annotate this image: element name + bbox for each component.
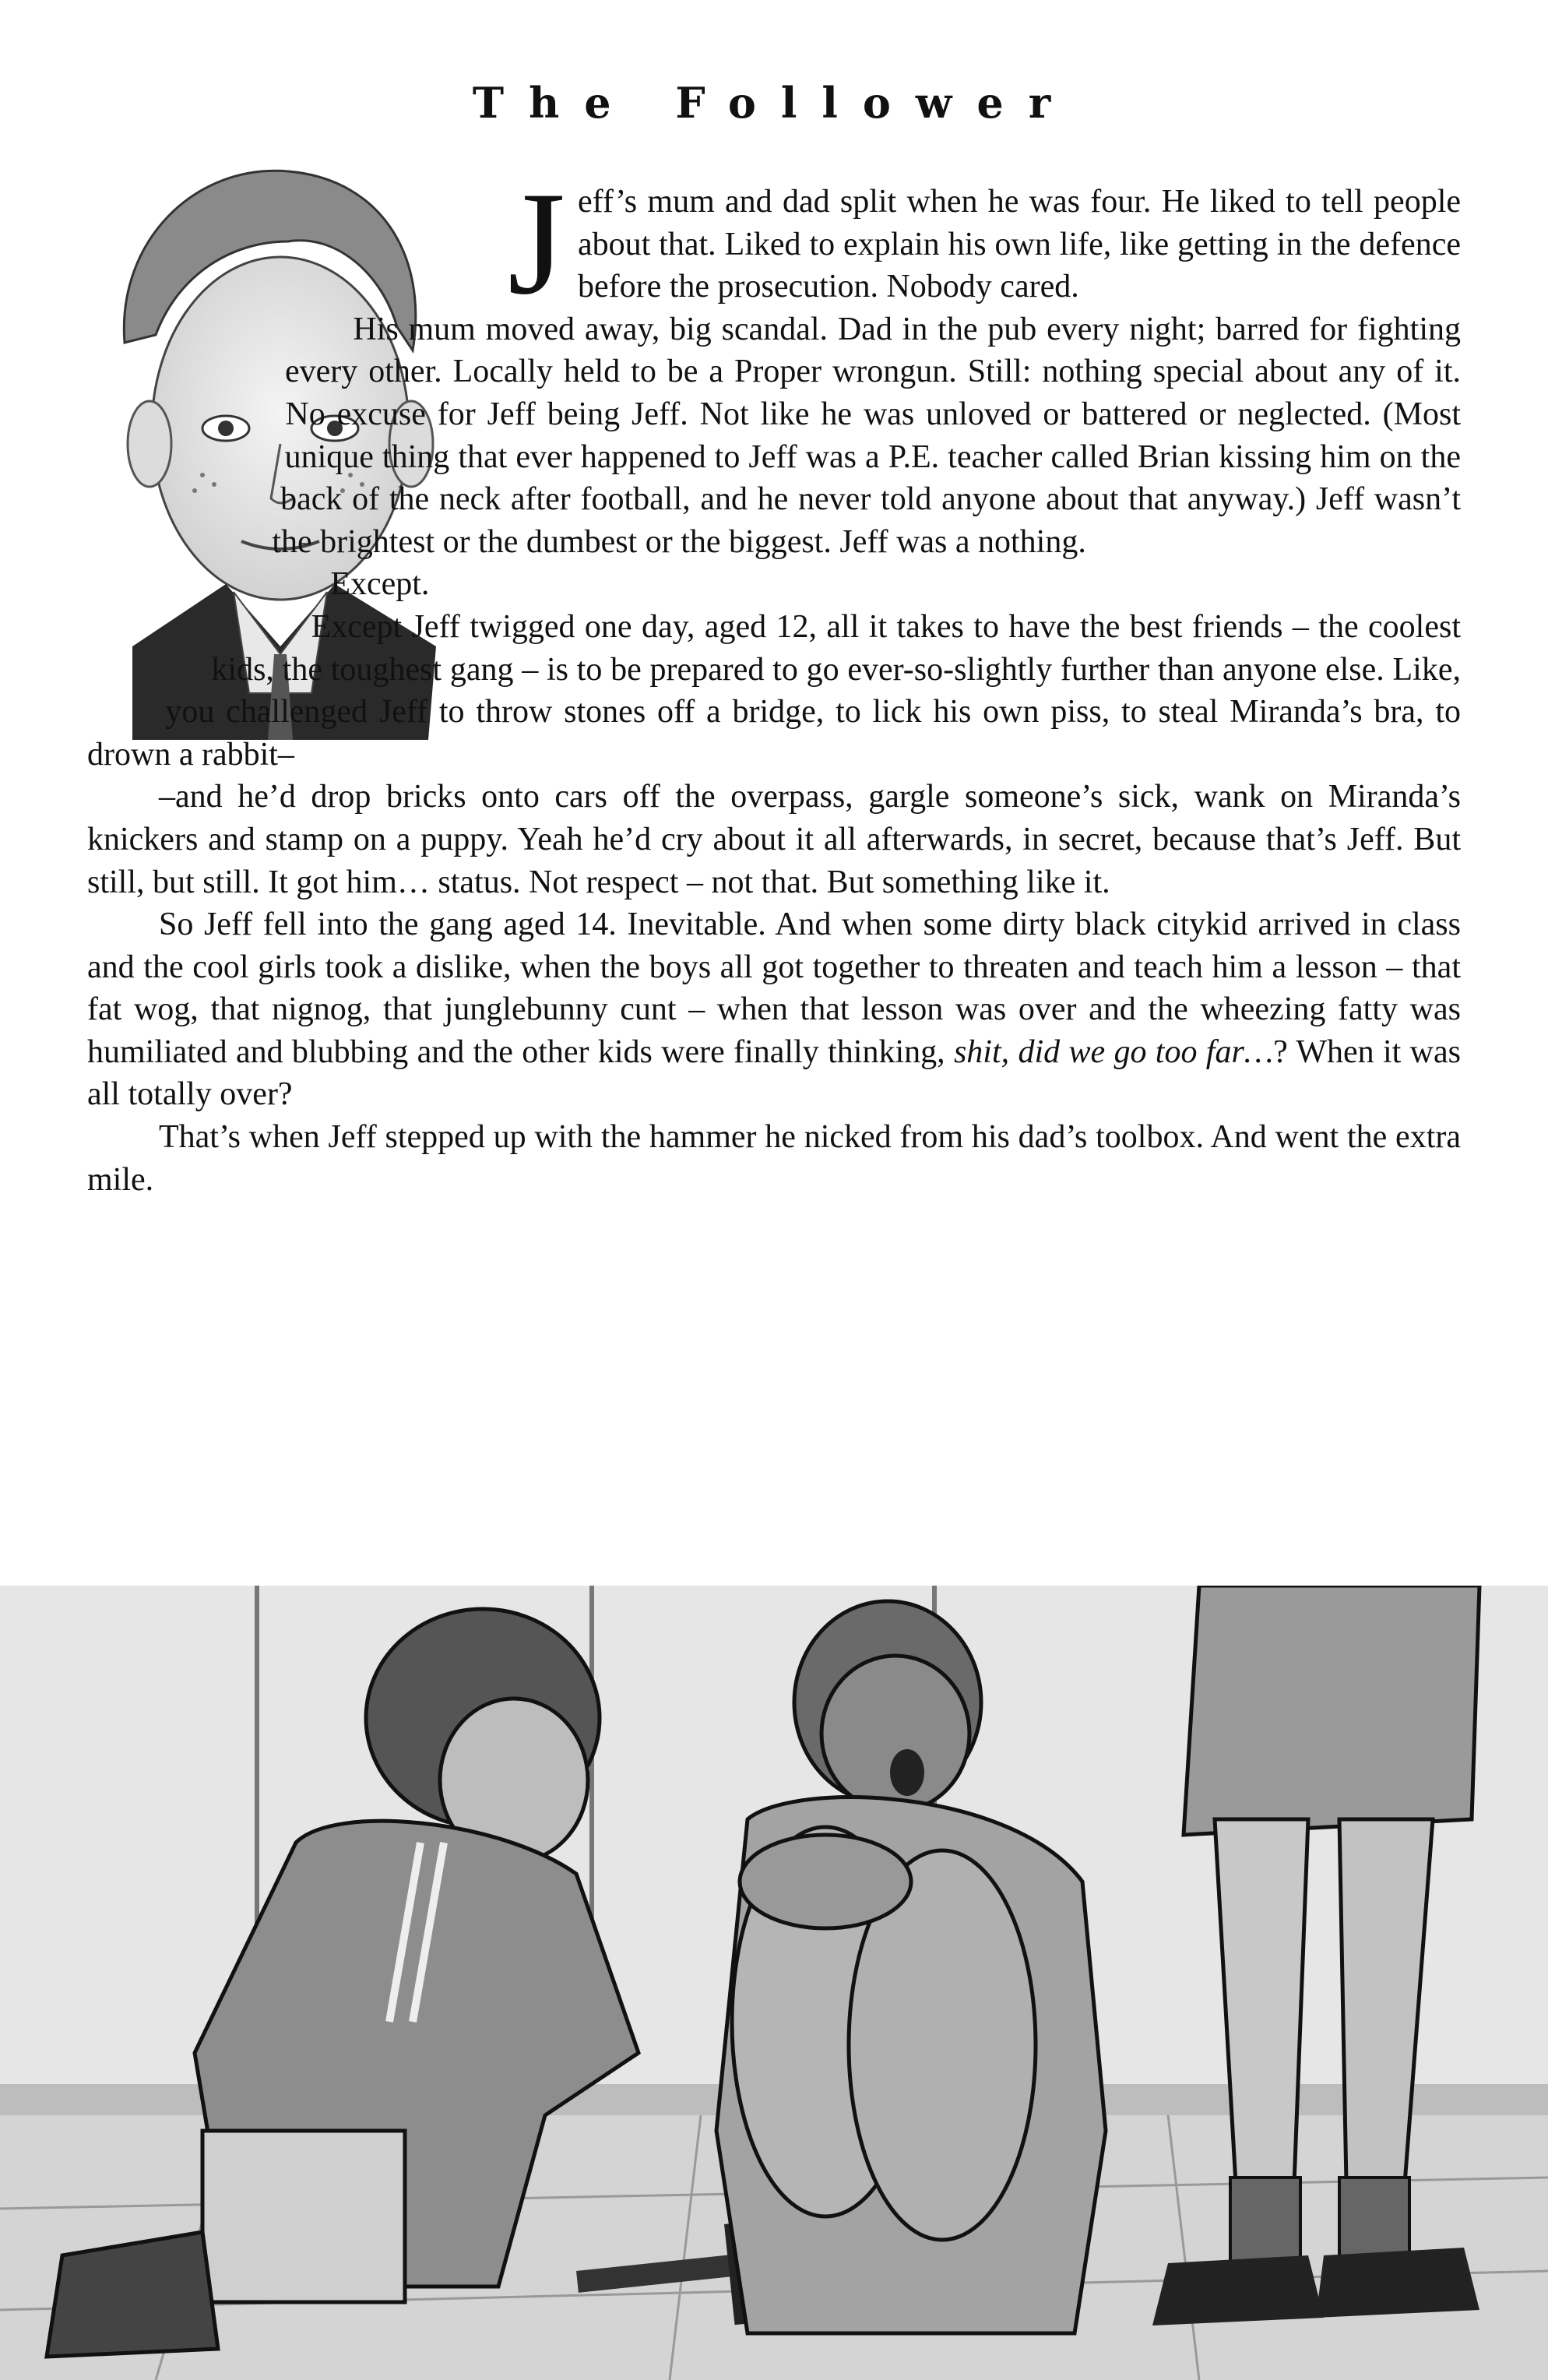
locker-room-illustration — [0, 1586, 1548, 2380]
paragraph-6-text-after: ? When it was all totally over? — [87, 1033, 1461, 1113]
paragraph-2: His mum moved away, big scandal. Dad in the pub every night; barred for fighting every other. Locally held to be a Proper wrongun. Still: nothing special about any of it. No excuse for Jeff being Jeff. Not like he was unloved or battered or neglected. (Most unique thing that ever happened to Jeff was a P.E. teacher called Brian kissing him on the back of the neck after football, and he never told anyone about that anyway.) Jeff wasn’t the brightest or the dumbest or the biggest. Jeff was a nothing. — [272, 311, 1461, 560]
paragraph-6-text-before: So Jeff fell into the gang aged 14. Inevitable. And when some dirty black citykid arrived in class and the cool girls took a dislike, when the boys all got together to threaten and teach him a lesson – that fat wog, that nignog, that junglebunny cunt – when that lesson was over and the wheezing fatty was humiliated and blubbing and the other kids were finally thinking, — [87, 907, 1461, 1070]
paragraph-6 — [87, 903, 1461, 1116]
drop-cap: J — [508, 162, 565, 326]
page-title: The Follower — [472, 78, 1076, 128]
story-text — [87, 162, 1461, 1201]
paragraph-3: Except. — [330, 566, 430, 603]
paragraph-6-italic: shit, did we go too far… — [953, 1033, 1274, 1070]
paragraph-1-text: eff’s mum and dad split when he was four. He liked to tell people about that. Liked to explain his own life, like getting in the defence before the prosecution. Nobody cared. — [577, 184, 1461, 305]
paragraph-5: –and he’d drop bricks onto cars off the overpass, gargle someone’s sick, wank on Miranda’s knickers and stamp on a puppy. Yeah he’d cry about it all afterwards, in secret, because that’s Jeff. But still, but still. It got him… status. Not respect – not that. But something like it. — [87, 779, 1461, 900]
paragraph-4: Except Jeff twigged one day, aged 12, all it takes to have the best friends – the coolest kids, the toughest gang – is to be prepared to go ever-so-slightly further than anyone else. Like, you challenged Jeff to throw stones off a bridge, to lick his own piss, to steal Miranda’s bra, to drown a rabbit– — [87, 608, 1461, 773]
paragraph-7: That’s when Jeff stepped up with the hammer he nicked from his dad’s toolbox. And went the extra mile. — [87, 1119, 1461, 1198]
paragraph-1 — [87, 162, 1461, 326]
